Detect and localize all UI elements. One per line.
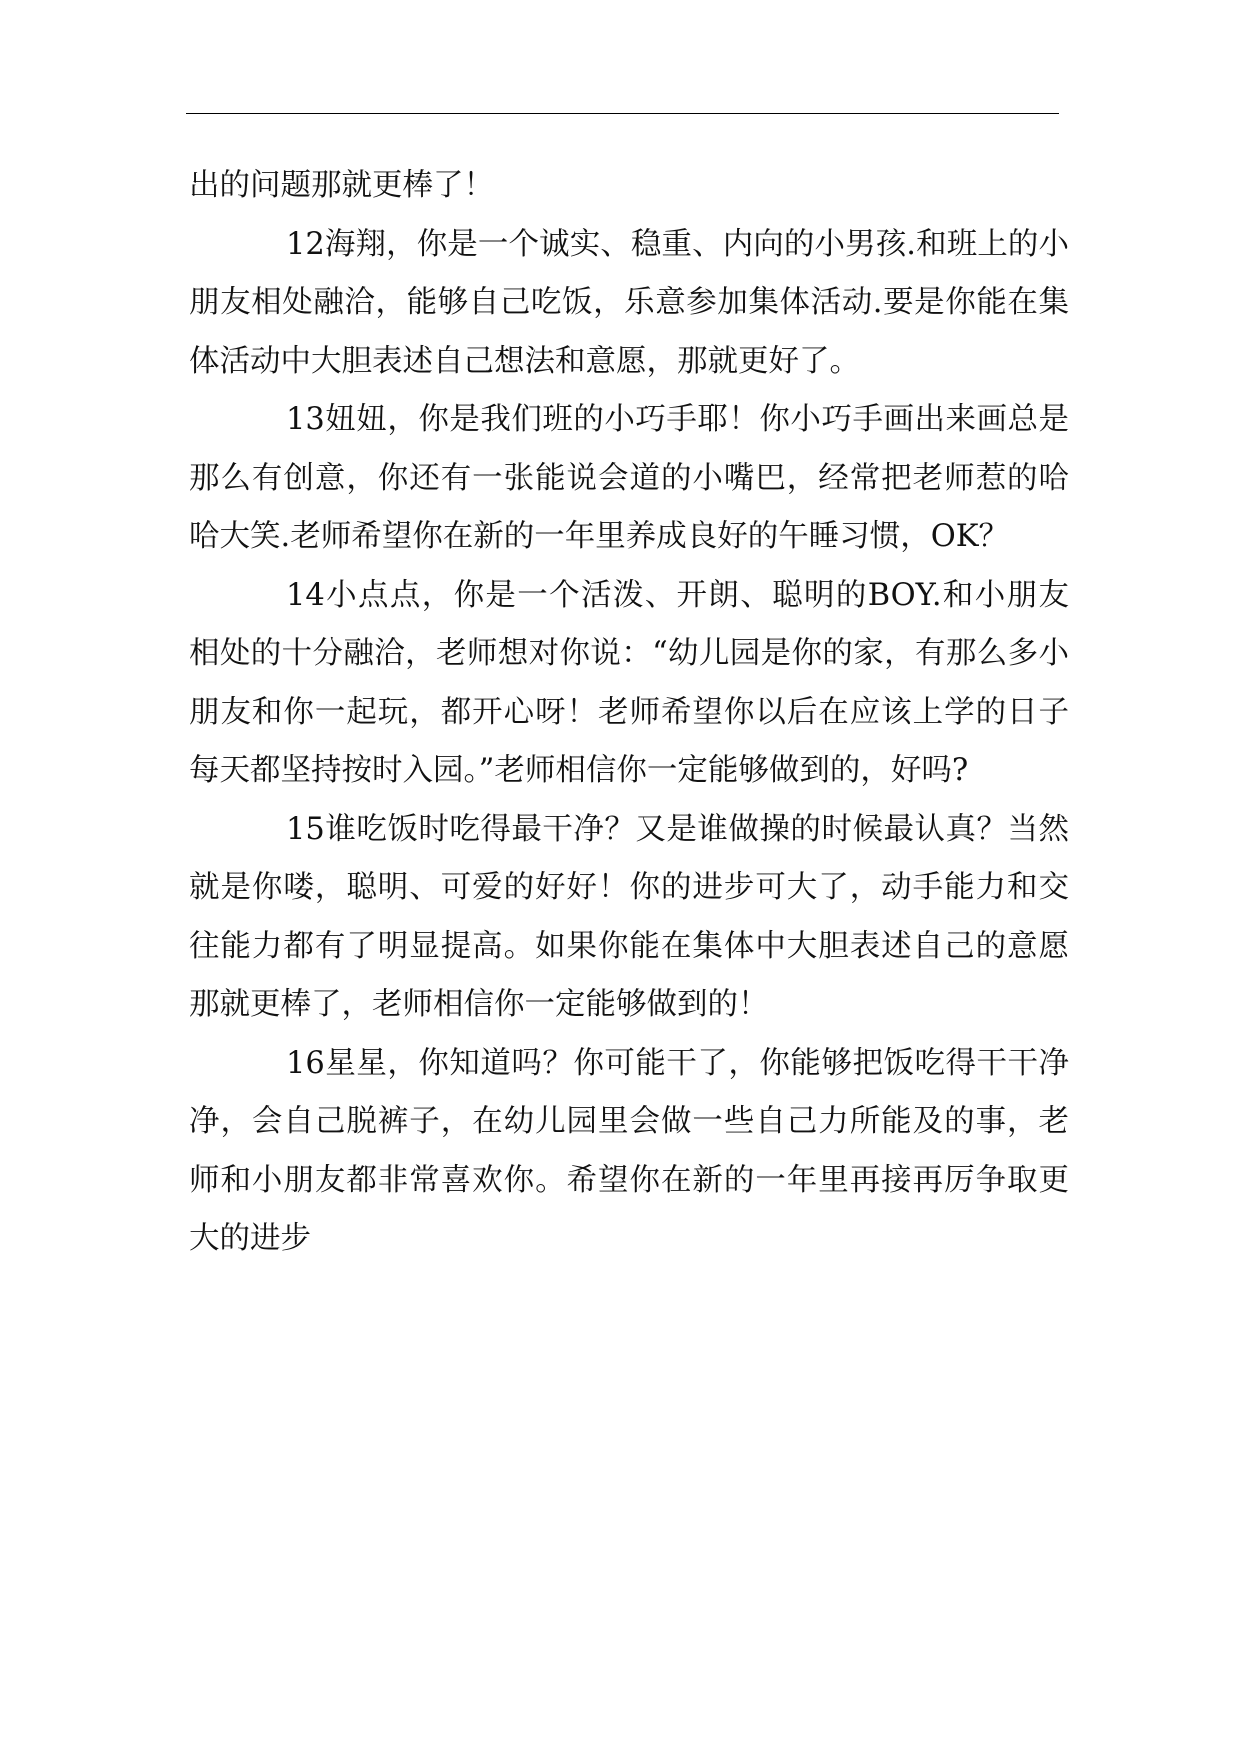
header-rule xyxy=(186,113,1059,114)
paragraph-continuation: 出的问题那就更棒了！ xyxy=(189,168,494,203)
paragraph-comment-15: 15谁吃饭时吃得最干净？又是谁做操的时候最认真？当然就是你喽，聪明、可爱的好好！你的进步可大了，动手能力和交往能力都有了明显提高。如果你能在集体中大胆表述自己的意愿那就更棒了，老师相信你一定能够做到的！ xyxy=(189,811,1069,1022)
paragraph-comment-16: 16星星，你知道吗？你可能干了，你能够把饭吃得干干净净，会自己脱裤子，在幼儿园里会做一些自己力所能及的事，老师和小朋友都非常喜欢你。希望你在新的一年里再接再厉争取更大的进步 xyxy=(189,1045,1069,1256)
document-body xyxy=(189,157,1069,1269)
paragraph-comment-12: 12海翔，你是一个诚实、稳重、内向的小男孩.和班上的小朋友相处融洽，能够自己吃饭，乐意参加集体活动.要是你能在集体活动中大胆表述自己想法和意愿，那就更好了。 xyxy=(189,226,1069,379)
paragraph-comment-13: 13妞妞，你是我们班的小巧手耶！你小巧手画出来画总是那么有创意，你还有一张能说会道的小嘴巴，经常把老师惹的哈哈大笑.老师希望你在新的一年里养成良好的午睡习惯，OK？ xyxy=(189,402,1069,554)
paragraph-comment-14: 14小点点，你是一个活泼、开朗、聪明的BOY.和小朋友相处的十分融洽，老师想对你说：“幼儿园是你的家，有那么多小朋友和你一起玩，都开心呀！老师希望你以后在应该上学的日子每天都坚持按时入园。”老师相信你一定能够做到的，好吗? xyxy=(189,577,1069,788)
